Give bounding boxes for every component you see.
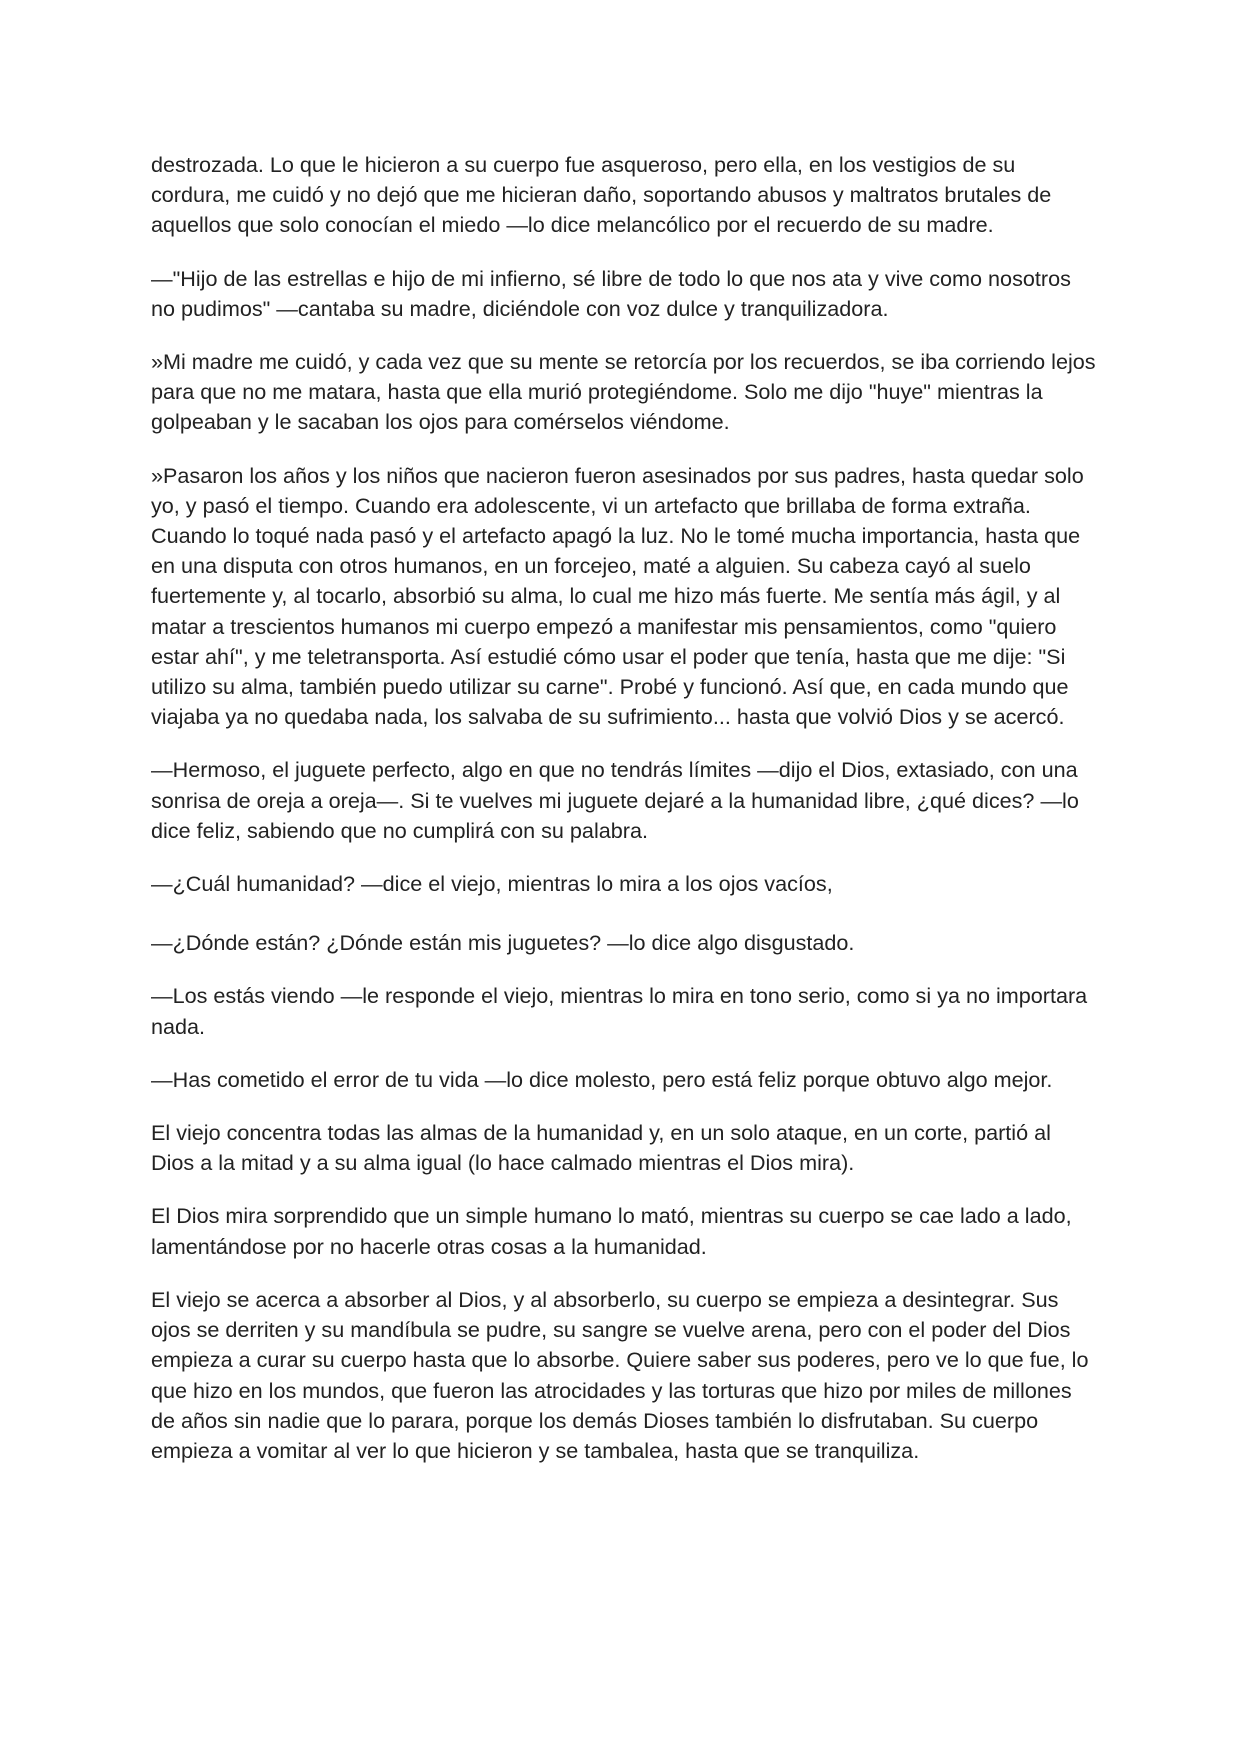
paragraph: El viejo concentra todas las almas de la humanidad y, en un solo ataque, en un corte, partió al Dios a la mitad y a su alma igual (lo hace calmado mientras el Dios mira). <box>151 1120 1051 1176</box>
paragraph: —¿Cuál humanidad? —dice el viejo, mientras lo mira a los ojos vacíos, <box>151 871 833 897</box>
paragraph: —Hermoso, el juguete perfecto, algo en que no tendrás límites —dijo el Dios, extasiado, con una sonrisa de oreja a oreja—. Si te vuelves mi juguete dejaré a la humanidad libre, ¿qué dices? —lo dice feliz, sabiendo que no cumplirá con su palabra. <box>151 757 1079 843</box>
document-body <box>151 150 1096 1489</box>
paragraph: El viejo se acerca a absorber al Dios, y al absorberlo, su cuerpo se empieza a desintegrar. Sus ojos se derriten y su mandíbula se pudre, su sangre se vuelve arena, pero con el poder del Dios empieza a curar su cuerpo hasta que lo absorbe. Quiere saber sus poderes, pero ve lo que fue, lo que hizo en los mundos, que fueron las atrocidades y las torturas que hizo por miles de millones de años sin nadie que lo parara, porque los demás Dioses también lo disfrutaban. Su cuerpo empieza a vomitar al ver lo que hicieron y se tambalea, hasta que se tranquiliza. <box>151 1286 1089 1463</box>
paragraph: El Dios mira sorprendido que un simple humano lo mató, mientras su cuerpo se cae lado a lado, lamentándose por no hacerle otras cosas a la humanidad. <box>151 1203 1072 1259</box>
paragraph: —Has cometido el error de tu vida —lo dice molesto, pero está feliz porque obtuvo algo mejor. <box>151 1066 1053 1092</box>
paragraph: —Los estás viendo —le responde el viejo, mientras lo mira en tono serio, como si ya no importara nada. <box>151 983 1088 1039</box>
paragraph: —¿Dónde están? ¿Dónde están mis juguetes? —lo dice algo disgustado. <box>151 930 855 956</box>
paragraph: »Pasaron los años y los niños que nacieron fueron asesinados por sus padres, hasta quedar solo yo, y pasó el tiempo. Cuando era adolescente, vi un artefacto que brillaba de forma extraña. Cuando lo toqué nada pasó y el artefacto apagó la luz. No le tomé mucha importancia, hasta que en una disputa con otros humanos, en un forcejeo, maté a alguien. Su cabeza cayó al suelo fuertemente y, al tocarlo, absorbió su alma, lo cual me hizo más fuerte. Me sentía más ágil, y al matar a trescientos humanos mi cuerpo empezó a manifestar mis pensamientos, como "quiero estar ahí", y me teletransporta. Así estudié cómo usar el poder que tenía, hasta que me dije: "Si utilizo su alma, también puedo utilizar su carne". Probé y funcionó. Así que, en cada mundo que viajaba ya no quedaba nada, los salvaba de su sufrimiento... hasta que volvió Dios y se acercó. <box>151 462 1084 730</box>
paragraph: —"Hijo de las estrellas e hijo de mi infierno, sé libre de todo lo que nos ata y vive como nosotros no pudimos" —cantaba su madre, diciéndole con voz dulce y tranquilizadora. <box>151 265 1071 321</box>
paragraph: »Mi madre me cuidó, y cada vez que su mente se retorcía por los recuerdos, se iba corriendo lejos para que no me matara, hasta que ella murió protegiéndome. Solo me dijo "huye" mientras la golpeaban y le sacaban los ojos para comérselos viéndome. <box>151 349 1096 435</box>
paragraph: destrozada. Lo que le hicieron a su cuerpo fue asqueroso, pero ella, en los vestigios de su cordura, me cuidó y no dejó que me hicieran daño, soportando abusos y maltratos brutales de aquellos que solo conocían el miedo —lo dice melancólico por el recuerdo de su madre. <box>151 152 1052 238</box>
